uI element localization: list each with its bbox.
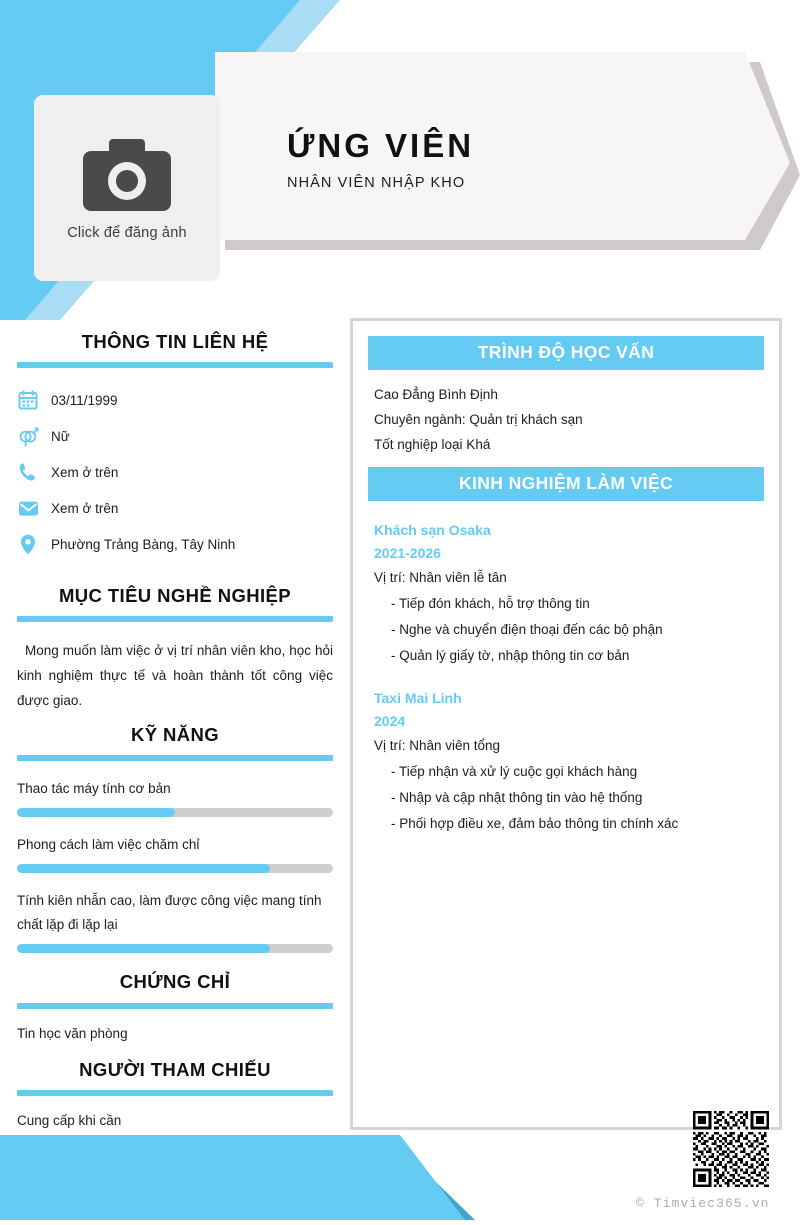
contact-list [17, 382, 333, 562]
calendar-icon [17, 389, 39, 411]
candidate-job-title: NHÂN VIÊN NHẬP KHO [287, 174, 466, 191]
spacer [368, 669, 764, 683]
certificates-heading-rule [17, 1003, 333, 1009]
education-line: Tốt nghiệp loại Khá [374, 436, 491, 452]
skill-label: Phong cách làm việc chăm chỉ [17, 837, 200, 853]
left-sidebar [0, 330, 350, 1128]
experience-duty: - Tiếp nhận và xử lý cuộc gọi khách hàng [391, 763, 638, 779]
contact-value-birthdate: 03/11/1999 [51, 392, 118, 408]
education-body [368, 370, 764, 467]
spacer [17, 953, 333, 970]
skill-bar-track [17, 944, 333, 953]
photo-upload-label: Click để đăng ảnh [67, 225, 187, 241]
candidate-name: ỨNG VIÊN [287, 127, 475, 164]
contact-section [17, 330, 333, 562]
objective-heading-rule [17, 616, 333, 622]
phone-icon [17, 461, 39, 483]
contact-value-address: Phường Trảng Bàng, Tây Ninh [51, 536, 236, 552]
photo-upload-box[interactable] [34, 95, 220, 281]
contact-value-phone: Xem ở trên [51, 464, 119, 480]
contact-row-phone [17, 454, 333, 490]
objective-text: Mong muốn làm việc ở vị trí nhân viên kho, học hỏi kinh nghiệm thực tế và hoàn thành tốt công việc được giao. [17, 643, 333, 709]
skill-item [17, 777, 333, 817]
education-section [368, 336, 764, 467]
skill-bar-track [17, 864, 333, 873]
location-pin-icon [17, 533, 39, 555]
objective-section [17, 584, 333, 713]
header-text-block [287, 128, 747, 191]
contact-row-birthdate [17, 382, 333, 418]
spacer [368, 501, 764, 515]
references-section [17, 1058, 333, 1128]
spacer [17, 1041, 333, 1058]
skill-label: Thao tác máy tính cơ bản [17, 781, 171, 797]
certificate-item: Tin học văn phòng [17, 1025, 128, 1041]
experience-duty: - Tiếp đón khách, hỗ trợ thông tin [391, 595, 590, 611]
education-heading: TRÌNH ĐỘ HỌC VẤN [368, 336, 764, 370]
experience-role: Vị trí: Nhân viên tổng [374, 737, 501, 753]
experience-item [368, 683, 764, 837]
skills-heading: KỸ NĂNG [130, 724, 220, 746]
contact-heading: THÔNG TIN LIÊN HỆ [81, 331, 269, 352]
qr-code-icon [693, 1111, 769, 1187]
education-line: Chuyên ngành: Quản trị khách sạn [374, 411, 583, 427]
objective-heading: MỤC TIÊU NGHỀ NGHIỆP [58, 585, 292, 607]
experience-item [368, 515, 764, 669]
email-icon [17, 497, 39, 519]
certificates-heading: CHỨNG CHỈ [119, 971, 231, 993]
contact-row-gender [17, 418, 333, 454]
contact-value-gender: Nữ [51, 428, 70, 444]
experience-duty: - Quản lý giấy tờ, nhập thông tin cơ bản [391, 647, 630, 663]
experience-heading: KINH NGHIỆM LÀM VIỆC [368, 467, 764, 501]
experience-date: 2024 [374, 712, 406, 729]
certificates-section [17, 970, 333, 1040]
contact-heading-rule [17, 362, 333, 368]
education-line: Cao Đẳng Bình Định [374, 386, 498, 402]
spacer [17, 713, 333, 723]
references-heading-rule [17, 1090, 333, 1096]
skill-item [17, 889, 333, 953]
skill-item [17, 833, 333, 873]
skill-bar-track [17, 808, 333, 817]
experience-duty: - Nghe và chuyển điện thoại đến các bộ phận [391, 621, 663, 637]
experience-organization: Khách sạn Osaka [374, 521, 491, 538]
brand-watermark: © Timviec365.vn [636, 1196, 770, 1211]
skill-label: Tính kiên nhẫn cao, làm được công việc mang tính chất lặp đi lặp lại [17, 893, 322, 933]
references-heading: NGƯỜI THAM CHIẾU [79, 1058, 271, 1080]
camera-icon [79, 135, 175, 211]
right-panel [350, 318, 782, 1130]
skills-section [17, 723, 333, 953]
experience-role: Vị trí: Nhân viên lễ tân [374, 569, 507, 585]
experience-section [368, 467, 764, 837]
contact-row-address [17, 526, 333, 562]
experience-duty: - Phối hợp điều xe, đảm bảo thông tin chính xác [391, 815, 679, 831]
experience-duty: - Nhập và cập nhật thông tin vào hệ thống [391, 789, 643, 805]
reference-item: Cung cấp khi cần [17, 1112, 122, 1128]
experience-date: 2021-2026 [374, 544, 441, 561]
spacer [17, 562, 333, 584]
skill-bar-fill [17, 944, 270, 953]
experience-organization: Taxi Mai Linh [374, 689, 462, 706]
skill-bar-fill [17, 808, 175, 817]
gender-icon [17, 425, 39, 447]
skill-bar-fill [17, 864, 270, 873]
contact-row-email [17, 490, 333, 526]
skills-heading-rule [17, 755, 333, 761]
contact-value-email: Xem ở trên [51, 500, 119, 516]
